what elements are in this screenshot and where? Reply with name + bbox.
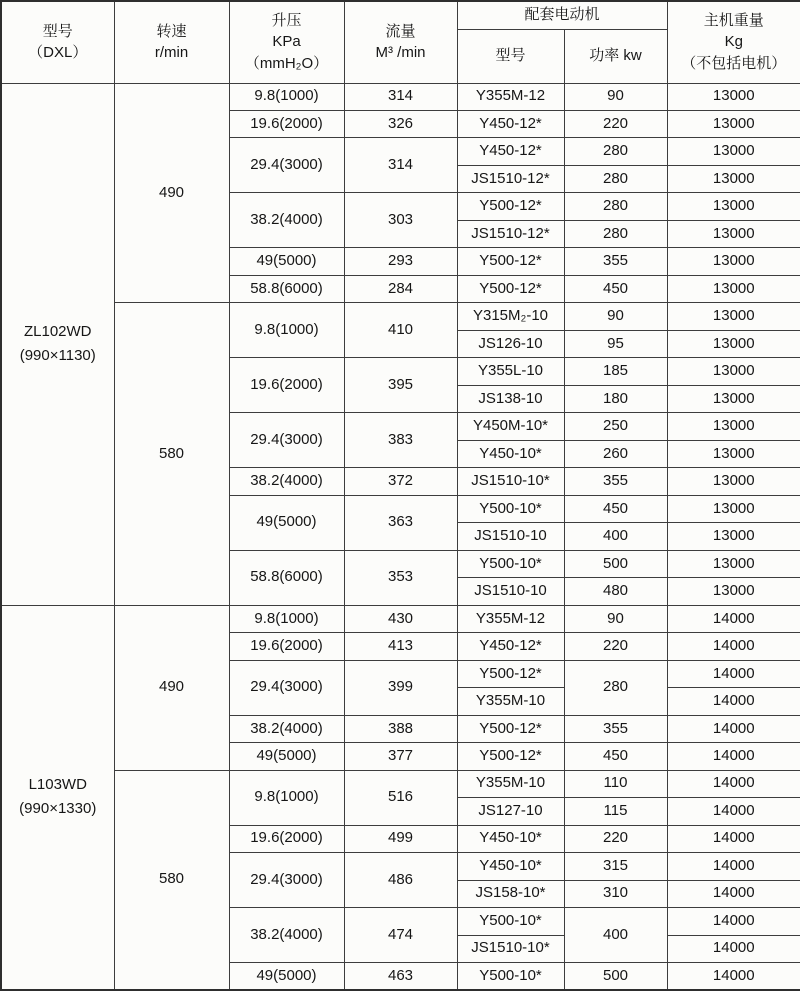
motor-model-cell: Y500-12* <box>457 660 564 687</box>
header-motor-power: 功率 kw <box>564 29 667 83</box>
flow-cell: 413 <box>344 633 457 660</box>
header-weight-line2: Kg <box>724 33 743 51</box>
flow-cell: 463 <box>344 963 457 991</box>
motor-model-cell: JS1510-10* <box>457 935 564 962</box>
weight-cell: 13000 <box>667 495 800 522</box>
motor-power-cell: 310 <box>564 880 667 907</box>
pressure-cell: 9.8(1000) <box>229 303 344 358</box>
flow-cell: 410 <box>344 303 457 358</box>
motor-power-cell: 400 <box>564 523 667 550</box>
weight-cell: 14000 <box>667 660 800 687</box>
header-pressure <box>229 1 344 83</box>
flow-cell: 474 <box>344 908 457 963</box>
weight-cell: 13000 <box>667 413 800 440</box>
table-row <box>1 303 800 330</box>
speed-cell: 490 <box>114 605 229 770</box>
weight-cell: 14000 <box>667 825 800 852</box>
weight-cell: 13000 <box>667 138 800 165</box>
flow-cell: 284 <box>344 275 457 302</box>
motor-power-cell: 280 <box>564 220 667 247</box>
pressure-cell: 38.2(4000) <box>229 715 344 742</box>
pressure-cell: 9.8(1000) <box>229 83 344 110</box>
weight-cell: 13000 <box>667 578 800 605</box>
header-pressure-line2: KPa <box>272 33 301 51</box>
flow-cell: 377 <box>344 743 457 770</box>
motor-model-cell: Y355M-10 <box>457 688 564 715</box>
weight-cell: 13000 <box>667 385 800 412</box>
flow-cell: 372 <box>344 468 457 495</box>
header-flow <box>344 1 457 83</box>
pressure-cell: 58.8(6000) <box>229 550 344 605</box>
motor-model-cell: JS1510-10 <box>457 578 564 605</box>
motor-power-cell: 315 <box>564 853 667 880</box>
motor-power-cell: 355 <box>564 248 667 275</box>
motor-power-cell: 500 <box>564 550 667 577</box>
weight-cell: 14000 <box>667 688 800 715</box>
header-speed-line2: r/min <box>154 44 189 62</box>
pressure-cell: 29.4(3000) <box>229 413 344 468</box>
header-row-1 <box>1 1 800 29</box>
weight-cell: 14000 <box>667 605 800 632</box>
motor-model-cell: JS1510-10 <box>457 523 564 550</box>
motor-power-cell: 260 <box>564 440 667 467</box>
motor-model-cell: Y450-10* <box>457 440 564 467</box>
motor-model-cell: Y315M₂-10 <box>457 303 564 330</box>
weight-cell: 14000 <box>667 743 800 770</box>
motor-power-cell: 110 <box>564 770 667 797</box>
flow-cell: 303 <box>344 193 457 248</box>
table-row <box>1 605 800 632</box>
model-size: (990×1330) <box>19 800 97 818</box>
pressure-cell: 49(5000) <box>229 743 344 770</box>
header-flow-line1: 流量 <box>385 22 416 40</box>
model-name: ZL102WD <box>23 323 92 341</box>
weight-cell: 13000 <box>667 440 800 467</box>
header-motor-group: 配套电动机 <box>457 1 667 29</box>
header-weight-line1: 主机重量 <box>703 11 764 29</box>
motor-model-cell: Y500-12* <box>457 193 564 220</box>
header-model-line2: （DXL） <box>28 44 88 62</box>
model-cell <box>1 83 114 605</box>
pressure-cell: 19.6(2000) <box>229 825 344 852</box>
motor-power-cell: 250 <box>564 413 667 440</box>
pressure-cell: 29.4(3000) <box>229 853 344 908</box>
model-cell <box>1 605 114 990</box>
motor-model-cell: JS126-10 <box>457 330 564 357</box>
motor-power-cell: 185 <box>564 358 667 385</box>
flow-cell: 399 <box>344 660 457 715</box>
weight-cell: 13000 <box>667 330 800 357</box>
pressure-cell: 49(5000) <box>229 248 344 275</box>
model-name: L103WD <box>28 776 87 794</box>
pressure-cell: 38.2(4000) <box>229 193 344 248</box>
spec-table-body <box>1 83 800 990</box>
motor-model-cell: JS1510-10* <box>457 468 564 495</box>
flow-cell: 499 <box>344 825 457 852</box>
motor-power-cell: 220 <box>564 825 667 852</box>
spec-table-header <box>1 1 800 83</box>
motor-model-cell: JS1510-12* <box>457 220 564 247</box>
motor-model-cell: Y500-10* <box>457 908 564 935</box>
weight-cell: 14000 <box>667 798 800 825</box>
weight-cell: 13000 <box>667 523 800 550</box>
weight-cell: 13000 <box>667 303 800 330</box>
flow-cell: 388 <box>344 715 457 742</box>
header-flow-line2: M³ /min <box>375 44 426 62</box>
flow-cell: 314 <box>344 83 457 110</box>
motor-model-cell: Y500-12* <box>457 248 564 275</box>
motor-power-cell: 450 <box>564 495 667 522</box>
motor-power-cell: 355 <box>564 715 667 742</box>
weight-cell: 14000 <box>667 935 800 962</box>
pressure-cell: 38.2(4000) <box>229 468 344 495</box>
weight-cell: 13000 <box>667 468 800 495</box>
motor-model-cell: JS127-10 <box>457 798 564 825</box>
motor-power-cell: 90 <box>564 303 667 330</box>
weight-cell: 13000 <box>667 220 800 247</box>
weight-cell: 13000 <box>667 358 800 385</box>
header-speed-line1: 转速 <box>156 22 187 40</box>
weight-cell: 13000 <box>667 193 800 220</box>
motor-model-cell: Y500-12* <box>457 715 564 742</box>
motor-model-cell: JS158-10* <box>457 880 564 907</box>
header-pressure-line3: （mmH₂O） <box>244 55 329 73</box>
weight-cell: 13000 <box>667 275 800 302</box>
weight-cell: 14000 <box>667 908 800 935</box>
weight-cell: 14000 <box>667 715 800 742</box>
table-row <box>1 770 800 797</box>
pressure-cell: 19.6(2000) <box>229 633 344 660</box>
motor-model-cell: Y355M-10 <box>457 770 564 797</box>
pressure-cell: 49(5000) <box>229 963 344 991</box>
motor-power-cell: 220 <box>564 633 667 660</box>
weight-cell: 13000 <box>667 83 800 110</box>
table-row <box>1 83 800 110</box>
pressure-cell: 19.6(2000) <box>229 110 344 137</box>
pressure-cell: 38.2(4000) <box>229 908 344 963</box>
header-model <box>1 1 114 83</box>
motor-model-cell: Y450-12* <box>457 633 564 660</box>
flow-cell: 293 <box>344 248 457 275</box>
motor-model-cell: Y355L-10 <box>457 358 564 385</box>
weight-cell: 14000 <box>667 853 800 880</box>
motor-model-cell: Y500-10* <box>457 550 564 577</box>
header-motor-model: 型号 <box>457 29 564 83</box>
motor-model-cell: Y450-12* <box>457 138 564 165</box>
motor-model-cell: Y500-12* <box>457 743 564 770</box>
motor-power-cell: 180 <box>564 385 667 412</box>
motor-model-cell: Y450-12* <box>457 110 564 137</box>
speed-cell: 580 <box>114 303 229 605</box>
pressure-cell: 9.8(1000) <box>229 770 344 825</box>
motor-model-cell: Y500-12* <box>457 275 564 302</box>
weight-cell: 14000 <box>667 633 800 660</box>
flow-cell: 353 <box>344 550 457 605</box>
header-speed <box>114 1 229 83</box>
weight-cell: 14000 <box>667 770 800 797</box>
weight-cell: 13000 <box>667 165 800 192</box>
flow-cell: 486 <box>344 853 457 908</box>
flow-cell: 516 <box>344 770 457 825</box>
motor-power-cell: 355 <box>564 468 667 495</box>
motor-power-cell: 400 <box>564 908 667 963</box>
pressure-cell: 58.8(6000) <box>229 275 344 302</box>
motor-model-cell: JS138-10 <box>457 385 564 412</box>
motor-power-cell: 90 <box>564 605 667 632</box>
flow-cell: 395 <box>344 358 457 413</box>
motor-power-cell: 95 <box>564 330 667 357</box>
weight-cell: 13000 <box>667 110 800 137</box>
motor-model-cell: Y355M-12 <box>457 605 564 632</box>
weight-cell: 14000 <box>667 880 800 907</box>
motor-model-cell: Y355M-12 <box>457 83 564 110</box>
motor-model-cell: Y500-10* <box>457 963 564 991</box>
motor-model-cell: Y450-10* <box>457 825 564 852</box>
flow-cell: 383 <box>344 413 457 468</box>
flow-cell: 363 <box>344 495 457 550</box>
pressure-cell: 49(5000) <box>229 495 344 550</box>
motor-power-cell: 450 <box>564 275 667 302</box>
flow-cell: 430 <box>344 605 457 632</box>
motor-power-cell: 450 <box>564 743 667 770</box>
pressure-cell: 19.6(2000) <box>229 358 344 413</box>
header-weight <box>667 1 800 83</box>
motor-power-cell: 280 <box>564 660 667 715</box>
weight-cell: 14000 <box>667 963 800 991</box>
motor-power-cell: 90 <box>564 83 667 110</box>
header-model-line1: 型号 <box>42 22 73 40</box>
motor-power-cell: 280 <box>564 193 667 220</box>
header-weight-line3: （不包括电机） <box>681 55 787 73</box>
weight-cell: 13000 <box>667 248 800 275</box>
motor-power-cell: 280 <box>564 165 667 192</box>
motor-power-cell: 500 <box>564 963 667 991</box>
speed-cell: 490 <box>114 83 229 303</box>
flow-cell: 314 <box>344 138 457 193</box>
pressure-cell: 29.4(3000) <box>229 660 344 715</box>
model-size: (990×1130) <box>19 347 96 365</box>
motor-power-cell: 220 <box>564 110 667 137</box>
header-pressure-line1: 升压 <box>271 11 302 29</box>
motor-model-cell: Y450-10* <box>457 853 564 880</box>
pressure-cell: 9.8(1000) <box>229 605 344 632</box>
motor-power-cell: 280 <box>564 138 667 165</box>
flow-cell: 326 <box>344 110 457 137</box>
motor-model-cell: JS1510-12* <box>457 165 564 192</box>
weight-cell: 13000 <box>667 550 800 577</box>
motor-model-cell: Y450M-10* <box>457 413 564 440</box>
motor-power-cell: 115 <box>564 798 667 825</box>
speed-cell: 580 <box>114 770 229 990</box>
motor-power-cell: 480 <box>564 578 667 605</box>
pressure-cell: 29.4(3000) <box>229 138 344 193</box>
motor-model-cell: Y500-10* <box>457 495 564 522</box>
